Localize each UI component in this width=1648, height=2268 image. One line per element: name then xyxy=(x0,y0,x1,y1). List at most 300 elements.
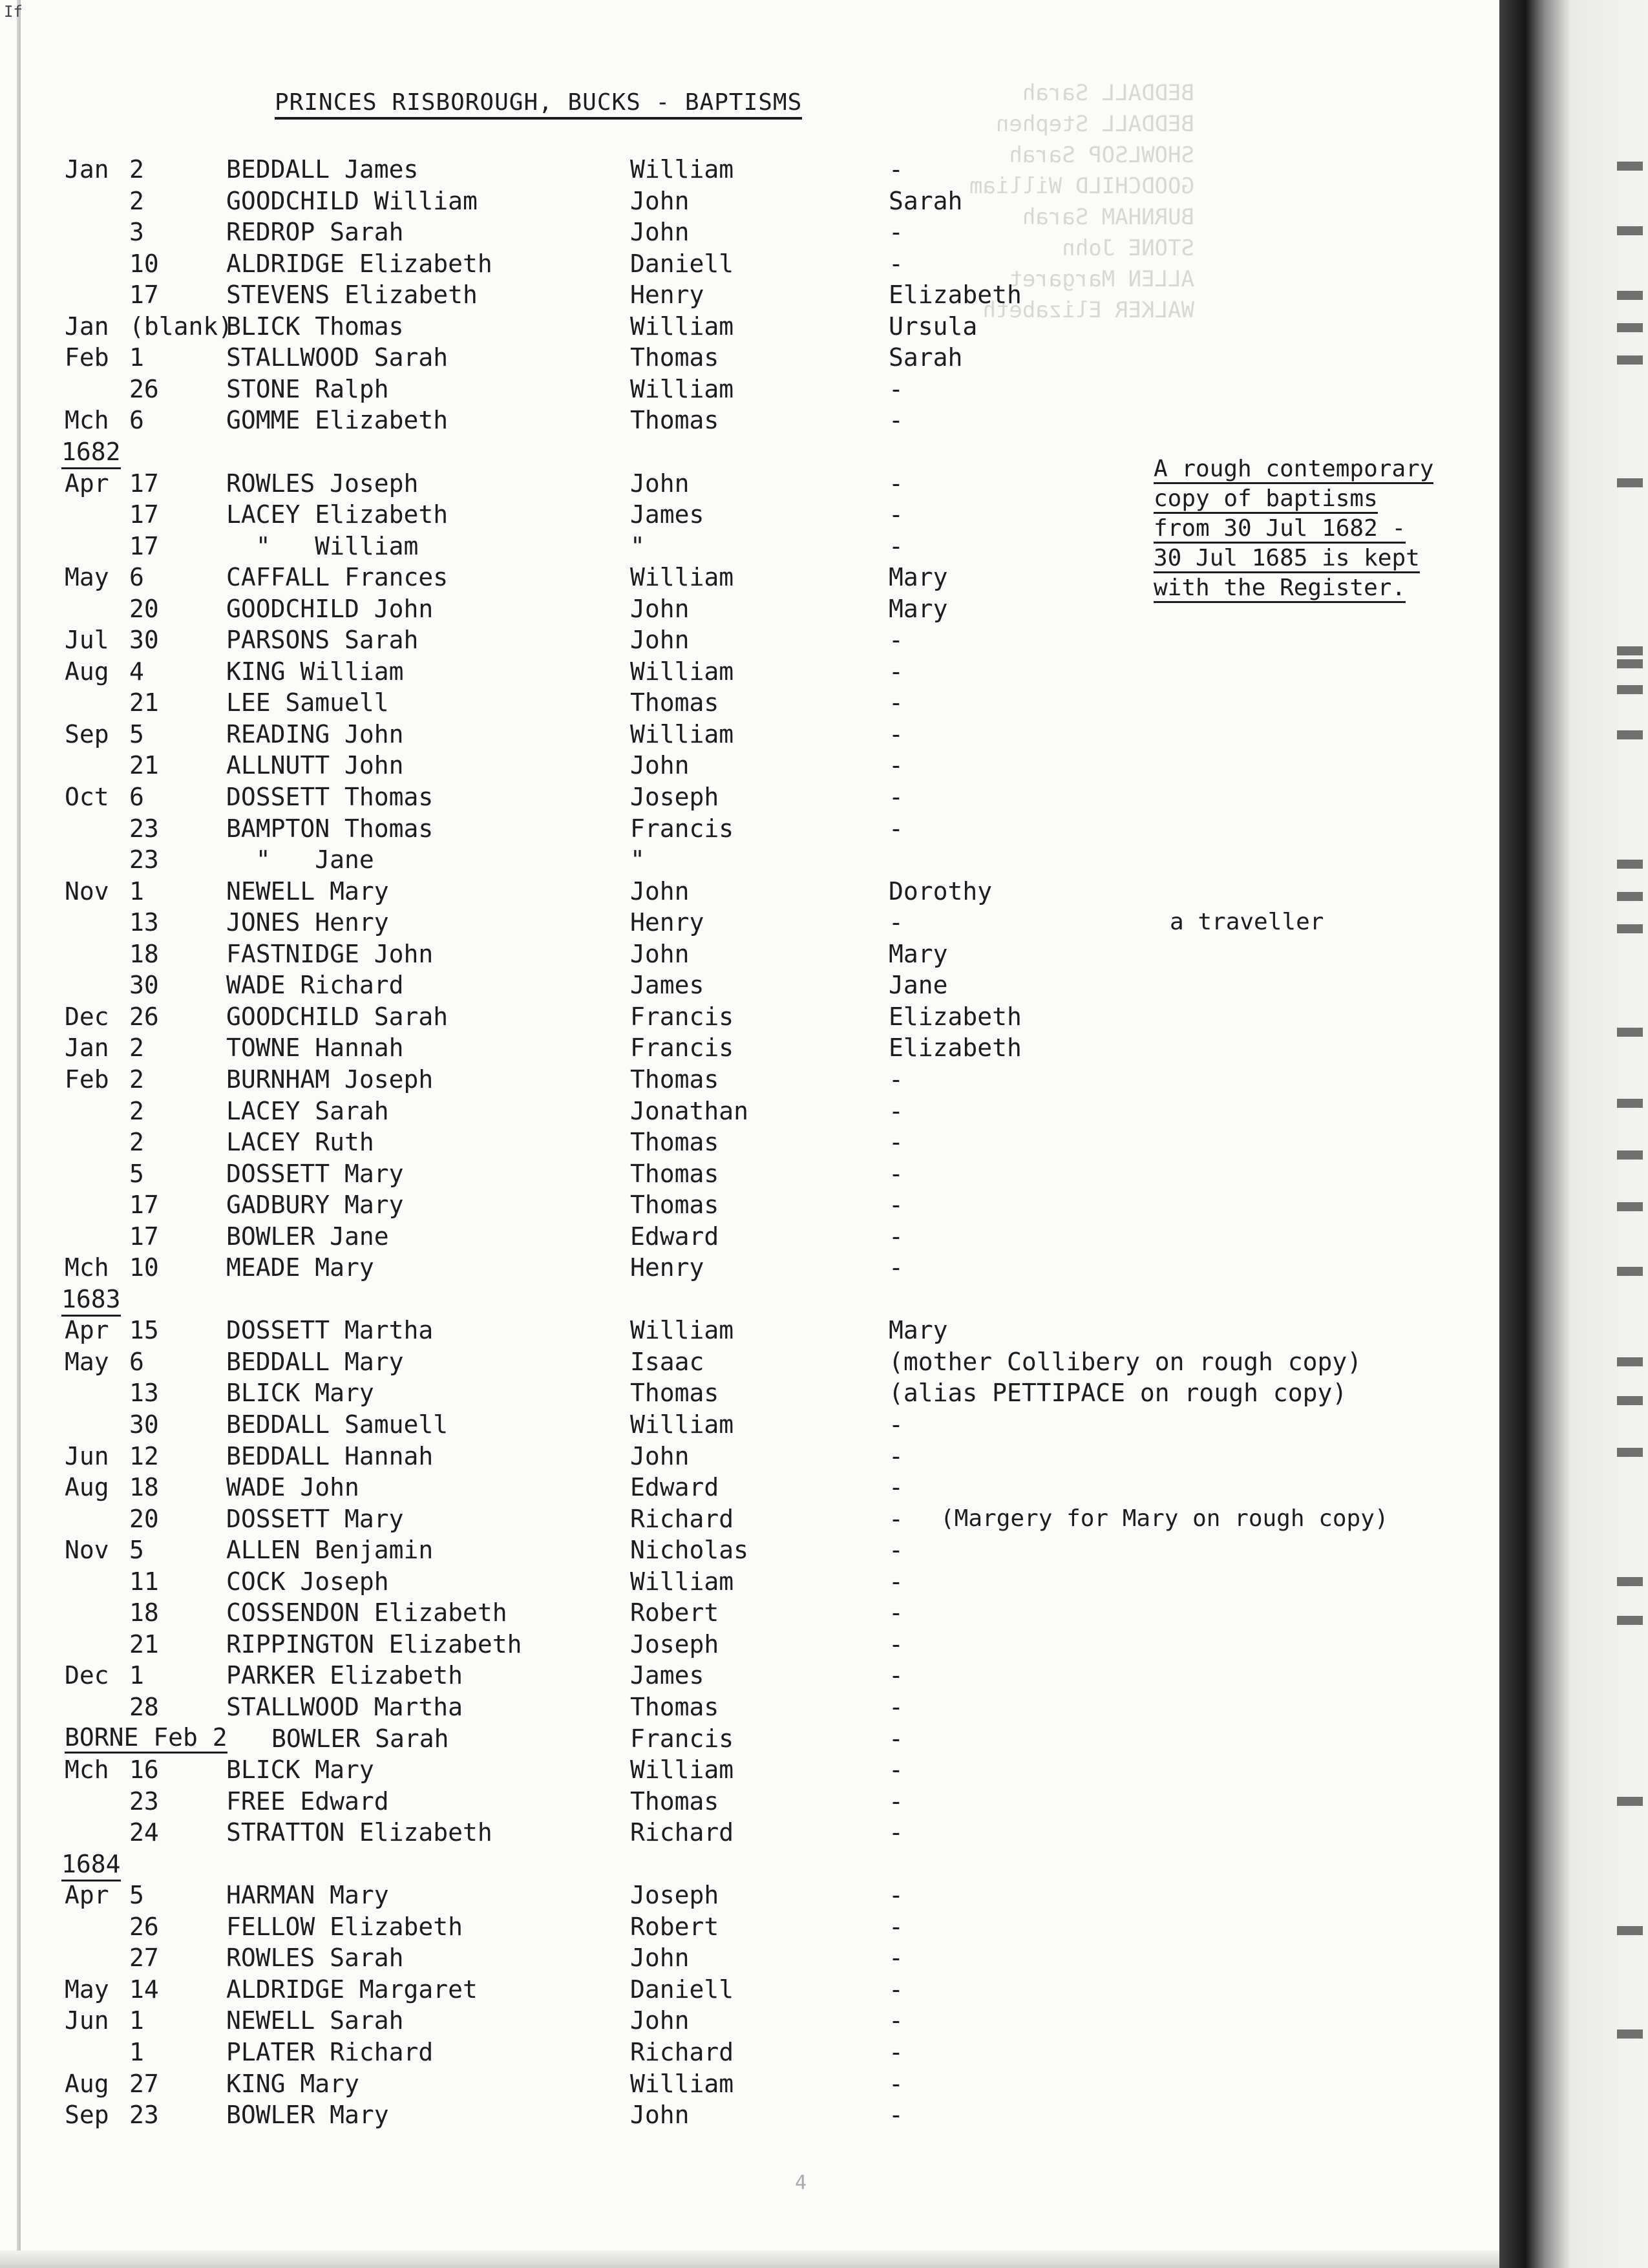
father-name: John xyxy=(630,1944,690,1972)
entry-day: 1 xyxy=(129,2038,144,2066)
father-name: Joseph xyxy=(630,783,719,811)
father-name: Thomas xyxy=(630,406,719,434)
father-name: William xyxy=(630,1567,734,1596)
entry-month: Feb xyxy=(65,343,109,372)
father-name: Francis xyxy=(630,1033,734,1062)
baptism-row xyxy=(0,279,1499,310)
child-name: BOWLER Mary xyxy=(226,2101,389,2129)
mother-name: - xyxy=(889,1724,903,1753)
father-name: Thomas xyxy=(630,1787,719,1816)
entry-month: Jan xyxy=(65,1033,109,1062)
year-heading: 1682 xyxy=(61,436,121,469)
baptism-row xyxy=(0,2005,1499,2036)
baptism-row xyxy=(0,1441,1499,1472)
child-name: PLATER Richard xyxy=(226,2038,434,2066)
child-name: FREE Edward xyxy=(226,1787,389,1816)
facing-page-text-fragment xyxy=(1617,1926,1643,1935)
father-name: Robert xyxy=(630,1913,719,1941)
baptism-row xyxy=(0,624,1499,655)
entry-day: 2 xyxy=(129,187,144,215)
baptism-row xyxy=(0,1409,1499,1440)
child-name: BOWLER Sarah xyxy=(271,1724,449,1753)
father-name: John xyxy=(630,187,690,215)
entry-month: Apr xyxy=(65,1316,109,1344)
baptism-row xyxy=(0,2037,1499,2068)
facing-page-text-fragment xyxy=(1617,1396,1643,1405)
mother-name: - xyxy=(889,1065,903,1094)
facing-page-text-fragment xyxy=(1617,1202,1643,1211)
entry-month: May xyxy=(65,1348,109,1376)
father-name: John xyxy=(630,751,690,779)
facing-page-text-fragment xyxy=(1617,2030,1643,2039)
margin-note-line: 30 Jul 1685 is kept xyxy=(1154,544,1490,573)
child-name: BLICK Thomas xyxy=(226,312,404,341)
baptism-row xyxy=(0,1096,1499,1127)
entry-day: 30 xyxy=(129,626,159,654)
mother-name: - xyxy=(889,2070,903,2098)
entry-month: Nov xyxy=(65,1536,109,1564)
entry-month: Jun xyxy=(65,2006,109,2035)
facing-page-text-fragment xyxy=(1617,1577,1643,1586)
baptism-row xyxy=(0,1377,1499,1408)
father-name: Daniell xyxy=(630,249,734,278)
entry-month: Jul xyxy=(65,626,109,654)
entry-month: Mch xyxy=(65,1253,109,1282)
child-name: ALLEN Benjamin xyxy=(226,1536,434,1564)
father-name: Thomas xyxy=(630,1065,719,1094)
mother-name: - xyxy=(889,532,903,560)
margin-note-line: A rough contemporary xyxy=(1154,454,1490,484)
father-name: Thomas xyxy=(630,688,719,717)
father-name: Richard xyxy=(630,1505,734,1533)
child-name: READING John xyxy=(226,720,404,748)
child-name: ALDRIDGE Margaret xyxy=(226,1975,478,2004)
child-name: GOMME Elizabeth xyxy=(226,406,449,434)
father-name: Henry xyxy=(630,281,704,309)
father-name: Francis xyxy=(630,814,734,843)
entry-month: Jan xyxy=(65,312,109,341)
margin-note-line: from 30 Jul 1682 - xyxy=(1154,514,1490,544)
margin-note-rough-copy xyxy=(1154,454,1490,603)
entry-day: 1 xyxy=(129,1661,144,1690)
child-name: JONES Henry xyxy=(226,908,389,937)
baptism-row xyxy=(0,1880,1499,1911)
facing-page-text-fragment xyxy=(1617,1099,1643,1108)
child-name: FELLOW Elizabeth xyxy=(226,1913,463,1941)
father-name: Joseph xyxy=(630,1881,719,1909)
mother-name: - xyxy=(889,1598,903,1627)
child-name: NEWELL Mary xyxy=(226,877,389,906)
entry-month: Aug xyxy=(65,657,109,686)
mother-name: - xyxy=(889,1913,903,1941)
entry-day: 2 xyxy=(129,1128,144,1156)
father-name: John xyxy=(630,2006,690,2035)
mother-name: - xyxy=(889,1536,903,1564)
father-name: Richard xyxy=(630,2038,734,2066)
child-name: " Jane xyxy=(226,845,374,874)
child-name: STONE Ralph xyxy=(226,375,389,403)
entry-day: 10 xyxy=(129,249,159,278)
entry-day: 6 xyxy=(129,1348,144,1376)
baptism-row xyxy=(0,876,1499,907)
child-name: WADE Richard xyxy=(226,971,404,999)
mother-name: Elizabeth xyxy=(889,281,1022,309)
father-name: " xyxy=(630,845,645,874)
entry-day: 2 xyxy=(129,155,144,184)
child-name: STALLWOOD Sarah xyxy=(226,343,449,372)
entry-day: 21 xyxy=(129,751,159,779)
entry-day: 4 xyxy=(129,657,144,686)
entry-month: Aug xyxy=(65,2070,109,2098)
entry-day: 3 xyxy=(129,218,144,246)
facing-page-text-fragment xyxy=(1617,730,1643,739)
entry-day: 18 xyxy=(129,1473,159,1501)
father-name: William xyxy=(630,563,734,591)
child-name: COCK Joseph xyxy=(226,1567,389,1596)
mother-name: (alias PETTIPACE on rough copy) xyxy=(889,1379,1347,1407)
entry-day: 20 xyxy=(129,1505,159,1533)
baptism-row xyxy=(0,2068,1499,2099)
entry-day: 16 xyxy=(129,1755,159,1784)
facing-page-text-fragment xyxy=(1617,924,1643,933)
margin-note-line: copy of baptisms xyxy=(1154,484,1490,514)
entry-month: Nov xyxy=(65,877,109,906)
father-name: William xyxy=(630,312,734,341)
mother-name: - xyxy=(889,2101,903,2129)
baptism-row xyxy=(0,1001,1499,1032)
baptism-row xyxy=(0,1974,1499,2005)
entry-day: 2 xyxy=(129,1033,144,1062)
facing-page-text-fragment xyxy=(1617,685,1643,694)
baptism-row xyxy=(0,374,1499,405)
entry-day: 10 xyxy=(129,1253,159,1282)
child-name: STEVENS Elizabeth xyxy=(226,281,478,309)
child-name: GADBURY Mary xyxy=(226,1191,404,1219)
entry-month: Apr xyxy=(65,469,109,498)
entry-day: 1 xyxy=(129,2006,144,2035)
facing-page-edge xyxy=(1603,0,1648,2268)
mother-name: Jane xyxy=(889,971,948,999)
father-name: Thomas xyxy=(630,1191,719,1219)
baptism-row xyxy=(0,907,1499,938)
father-name: Thomas xyxy=(630,343,719,372)
father-name: Francis xyxy=(630,1724,734,1753)
father-name: John xyxy=(630,877,690,906)
father-name: Edward xyxy=(630,1473,719,1501)
father-name: Thomas xyxy=(630,1693,719,1721)
child-name: BEDDALL Mary xyxy=(226,1348,404,1376)
child-name: RIPPINGTON Elizabeth xyxy=(226,1630,522,1659)
father-name: Robert xyxy=(630,1598,719,1627)
baptism-row xyxy=(0,1723,1499,1754)
father-name: Richard xyxy=(630,1818,734,1847)
facing-page-text-fragment xyxy=(1617,226,1643,235)
father-name: Isaac xyxy=(630,1348,704,1376)
father-name: Henry xyxy=(630,1253,704,1282)
mother-name: - xyxy=(889,908,903,937)
mother-name: - xyxy=(889,688,903,717)
entry-day: 21 xyxy=(129,688,159,717)
child-name: ALDRIDGE Elizabeth xyxy=(226,249,492,278)
entry-day: 12 xyxy=(129,1442,159,1470)
entry-month: Apr xyxy=(65,1881,109,1909)
mother-name: - xyxy=(889,1975,903,2004)
father-name: William xyxy=(630,2070,734,2098)
bleed-through-text: BEDDALL Sarah BEDDALL Stephen SHOWLSOP Sarah GOODCHILD William BURNHAM Sarah STONE John ALLEN Margaret WALKER Elizabeth xyxy=(969,80,1194,323)
mother-name: - xyxy=(889,1818,903,1847)
father-name: John xyxy=(630,940,690,968)
entry-day: 14 xyxy=(129,1975,159,2004)
baptism-row xyxy=(0,248,1499,279)
mother-name: - xyxy=(889,1944,903,1972)
baptism-row xyxy=(0,405,1499,436)
baptism-row xyxy=(0,970,1499,1001)
father-name: Henry xyxy=(630,908,704,937)
baptism-row xyxy=(0,1064,1499,1095)
father-name: Daniell xyxy=(630,1975,734,2004)
baptism-row xyxy=(0,2099,1499,2130)
entry-day: 23 xyxy=(129,814,159,843)
child-name: DOSSETT Mary xyxy=(226,1505,404,1533)
baptism-row xyxy=(0,1346,1499,1377)
baptism-row xyxy=(0,1158,1499,1189)
entry-side-note: (Margery for Mary on rough copy) xyxy=(940,1505,1389,1532)
page-title: PRINCES RISBOROUGH, BUCKS - BAPTISMS xyxy=(275,89,802,120)
baptism-row xyxy=(0,342,1499,373)
facing-page-text-fragment xyxy=(1617,1448,1643,1457)
baptism-row xyxy=(0,1566,1499,1597)
entry-day: 28 xyxy=(129,1693,159,1721)
baptism-row xyxy=(0,1817,1499,1848)
mother-name: - xyxy=(889,1630,903,1659)
mother-name: - xyxy=(889,1442,903,1470)
baptism-row xyxy=(0,1032,1499,1063)
entry-month: Jun xyxy=(65,1442,109,1470)
child-name: LACEY Sarah xyxy=(226,1097,389,1125)
entry-day: 21 xyxy=(129,1630,159,1659)
mother-name: - xyxy=(889,1787,903,1816)
entry-day: 6 xyxy=(129,563,144,591)
entry-day: 27 xyxy=(129,2070,159,2098)
mother-name: Mary xyxy=(889,1316,948,1344)
child-name: BAMPTON Thomas xyxy=(226,814,434,843)
entry-day: 26 xyxy=(129,375,159,403)
child-name: HARMAN Mary xyxy=(226,1881,389,1909)
baptism-row xyxy=(0,1315,1499,1346)
year-heading: 1684 xyxy=(61,1849,121,1881)
father-name: Francis xyxy=(630,1002,734,1031)
mother-name: - xyxy=(889,1222,903,1251)
entry-day: 1 xyxy=(129,877,144,906)
entry-day: 18 xyxy=(129,1598,159,1627)
child-name: NEWELL Sarah xyxy=(226,2006,404,2035)
child-name: GOODCHILD Sarah xyxy=(226,1002,449,1031)
mother-name: - xyxy=(889,1567,903,1596)
entry-day: 1 xyxy=(129,343,144,372)
entry-day: 18 xyxy=(129,940,159,968)
baptism-row xyxy=(0,750,1499,781)
mother-name: - xyxy=(889,1410,903,1439)
child-name: COSSENDON Elizabeth xyxy=(226,1598,507,1627)
facing-page-text-fragment xyxy=(1617,162,1643,171)
mother-name: - xyxy=(889,1693,903,1721)
child-name: BURNHAM Joseph xyxy=(226,1065,434,1094)
entry-day: 26 xyxy=(129,1913,159,1941)
entry-day: 17 xyxy=(129,1222,159,1251)
child-name: BOWLER Jane xyxy=(226,1222,389,1251)
entry-day: 15 xyxy=(129,1316,159,1344)
father-name: James xyxy=(630,500,704,529)
entry-day: 23 xyxy=(129,845,159,874)
mother-name: - xyxy=(889,469,903,498)
child-name: CAFFALL Frances xyxy=(226,563,449,591)
entry-day: 17 xyxy=(129,1191,159,1219)
facing-page-text-fragment xyxy=(1617,860,1643,869)
mother-name: Ursula xyxy=(889,312,978,341)
mother-name: - xyxy=(889,1191,903,1219)
baptism-row xyxy=(0,1597,1499,1628)
baptism-row xyxy=(0,813,1499,844)
baptism-row xyxy=(0,656,1499,687)
baptism-row xyxy=(0,844,1499,875)
born-date: BORNE Feb 2 xyxy=(65,1723,227,1754)
child-name: FASTNIDGE John xyxy=(226,940,434,968)
entry-day: 2 xyxy=(129,1065,144,1094)
father-name: John xyxy=(630,2101,690,2129)
mother-name: - xyxy=(889,751,903,779)
father-name: Nicholas xyxy=(630,1536,749,1564)
baptism-row xyxy=(0,1942,1499,1973)
father-name: James xyxy=(630,971,704,999)
child-name: BEDDALL Hannah xyxy=(226,1442,434,1470)
child-name: REDROP Sarah xyxy=(226,218,404,246)
facing-page-text-fragment xyxy=(1617,1028,1643,1037)
baptism-row xyxy=(0,1472,1499,1503)
mother-name: - xyxy=(889,406,903,434)
child-name: BEDDALL Samuell xyxy=(226,1410,449,1439)
entry-day: 11 xyxy=(129,1567,159,1596)
child-name: TOWNE Hannah xyxy=(226,1033,404,1062)
baptism-row xyxy=(0,1189,1499,1220)
entry-day: (blank) xyxy=(129,312,233,341)
baptism-row xyxy=(0,1127,1499,1158)
entry-month: Feb xyxy=(65,1065,109,1094)
entry-day: 5 xyxy=(129,1536,144,1564)
baptism-row xyxy=(0,1786,1499,1817)
entry-day: 13 xyxy=(129,1379,159,1407)
entry-day: 23 xyxy=(129,1787,159,1816)
entry-month: Dec xyxy=(65,1661,109,1690)
entry-day: 17 xyxy=(129,469,159,498)
child-name: " William xyxy=(226,532,419,560)
entry-day: 6 xyxy=(129,783,144,811)
baptism-row xyxy=(0,687,1499,718)
father-name: William xyxy=(630,1755,734,1784)
entry-day: 5 xyxy=(129,1881,144,1909)
father-name: Joseph xyxy=(630,1630,719,1659)
mother-name: Mary xyxy=(889,940,948,968)
entry-side-note: a traveller xyxy=(1170,909,1324,935)
baptism-row xyxy=(0,938,1499,970)
mother-name: - xyxy=(889,1505,903,1533)
mother-name: Dorothy xyxy=(889,877,993,906)
entry-month: Sep xyxy=(65,720,109,748)
father-name: " xyxy=(630,532,645,560)
child-name: DOSSETT Thomas xyxy=(226,783,434,811)
entry-day: 17 xyxy=(129,281,159,309)
father-name: John xyxy=(630,595,690,623)
father-name: John xyxy=(630,1442,690,1470)
year-heading: 1683 xyxy=(61,1284,121,1317)
entry-month: Aug xyxy=(65,1473,109,1501)
child-name: GOODCHILD William xyxy=(226,187,478,215)
child-name: GOODCHILD John xyxy=(226,595,434,623)
mother-name: Mary xyxy=(889,563,948,591)
baptism-row xyxy=(0,154,1499,185)
mother-name: Elizabeth xyxy=(889,1002,1022,1031)
entry-month: Jan xyxy=(65,155,109,184)
mother-name: - xyxy=(889,218,903,246)
mother-name: Sarah xyxy=(889,343,963,372)
father-name: Thomas xyxy=(630,1128,719,1156)
father-name: John xyxy=(630,469,690,498)
child-name: STRATTON Elizabeth xyxy=(226,1818,492,1847)
entry-month: May xyxy=(65,563,109,591)
facing-page-text-fragment xyxy=(1617,1616,1643,1625)
entry-month: Dec xyxy=(65,1002,109,1031)
baptism-row xyxy=(0,1691,1499,1722)
page-bottom-edge xyxy=(0,2251,1499,2268)
mother-name: - xyxy=(889,1755,903,1784)
facing-page-text-fragment xyxy=(1617,323,1643,332)
father-name: James xyxy=(630,1661,704,1690)
mother-name: - xyxy=(889,1473,903,1501)
facing-page-text-fragment xyxy=(1617,291,1643,300)
mother-name: - xyxy=(889,783,903,811)
mother-name: - xyxy=(889,1253,903,1282)
father-name: John xyxy=(630,218,690,246)
baptism-row xyxy=(0,1911,1499,1942)
facing-page-text-fragment xyxy=(1617,1267,1643,1276)
entry-day: 5 xyxy=(129,720,144,748)
entry-day: 26 xyxy=(129,1002,159,1031)
facing-page-text-fragment xyxy=(1617,355,1643,365)
child-name: BLICK Mary xyxy=(226,1379,374,1407)
child-name: STALLWOOD Martha xyxy=(226,1693,463,1721)
mother-name: - xyxy=(889,375,903,403)
mother-name: - xyxy=(889,814,903,843)
entry-month: Sep xyxy=(65,2101,109,2129)
entry-day: 30 xyxy=(129,971,159,999)
mother-name: - xyxy=(889,1661,903,1690)
entry-month: Mch xyxy=(65,406,109,434)
mother-name: - xyxy=(889,720,903,748)
child-name: BLICK Mary xyxy=(226,1755,374,1784)
facing-page-text-fragment xyxy=(1617,646,1643,655)
entry-day: 27 xyxy=(129,1944,159,1972)
child-name: DOSSETT Mary xyxy=(226,1160,404,1188)
mother-name: - xyxy=(889,626,903,654)
father-name: John xyxy=(630,626,690,654)
father-name: William xyxy=(630,1316,734,1344)
page-foot-mark: 4 xyxy=(795,2172,807,2194)
entry-day: 17 xyxy=(129,500,159,529)
mother-name: - xyxy=(889,657,903,686)
child-name: LEE Samuell xyxy=(226,688,389,717)
facing-page-text-fragment xyxy=(1617,892,1643,901)
mother-name: Sarah xyxy=(889,187,963,215)
child-name: ROWLES Joseph xyxy=(226,469,419,498)
